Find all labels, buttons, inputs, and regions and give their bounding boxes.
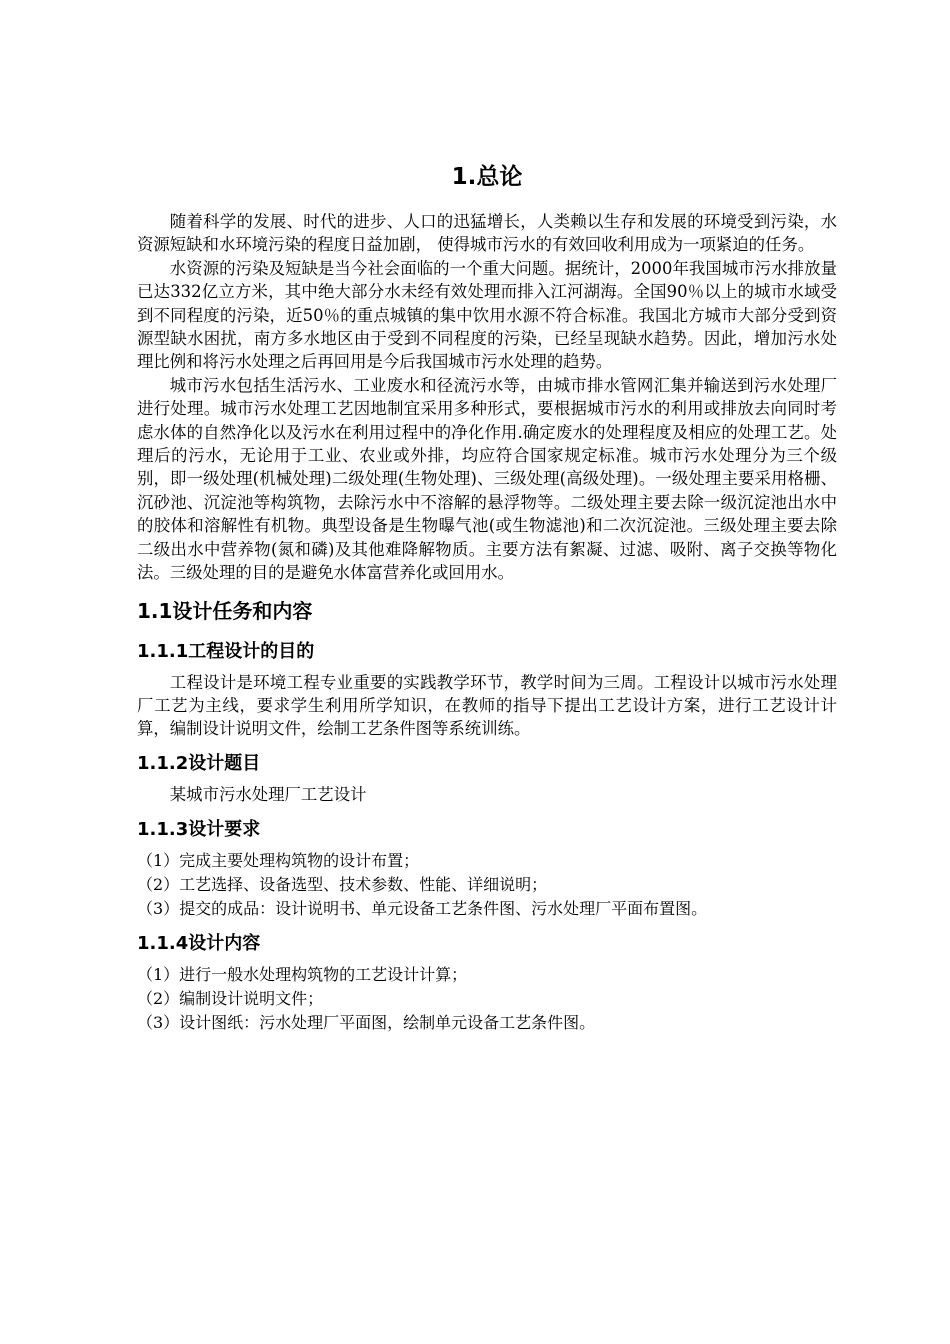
intro-paragraph-3: 城市污水包括生活污水、工业废水和径流污水等，由城市排水管网汇集并输送到污水处理厂进行处理。城市污水处理工艺因地制宜采用多种形式，要根据城市污水的利用或排放去向同时考虑水体的自然净化以及污水在利用过程中的净化作用.确定废水的处理程度及相应的处理工艺。处理后的污水，无论用于工业、农业或外排，均应符合国家规定标准。城市污水处理分为三个级别，即一级处理(机械处理)二级处理(生物处理)、三级处理(高级处理)。一级处理主要采用格栅、沉砂池、沉淀池等构筑物，去除污水中不溶解的悬浮物等。二级处理主要去除一级沉淀池出水中的胶体和溶解性有机物。典型设备是生物曝气池(或生物滤池)和二次沉淀池。三级处理主要去除二级出水中营养物(氮和磷)及其他难降解物质。主要方法有絮凝、过滤、吸附、离子交换等物化法。三级处理的目的是避免水体富营养化或回用水。 — [137, 375, 837, 583]
subsection-heading-1-1-3: 1.1.3设计要求 — [137, 818, 261, 840]
list-item: （2）编制设计说明文件； — [137, 988, 324, 1008]
subsection-heading-1-1-2: 1.1.2设计题目 — [137, 752, 261, 774]
intro-paragraph-1: 随着科学的发展、时代的进步、人口的迅猛增长，人类赖以生存和发展的环境受到污染，水资源短缺和水环境污染的程度日益加剧， 使得城市污水的有效回收利用成为一项紧迫的任务。 — [137, 212, 837, 255]
chapter-title: 1.总论 — [451, 164, 523, 190]
list-item: （3）设计图纸：污水处理厂平面图，绘制单元设备工艺条件图。 — [137, 1012, 596, 1032]
design-requirements-list — [137, 849, 837, 921]
section-heading-1-1: 1.1设计任务和内容 — [137, 598, 313, 623]
list-item: （2）工艺选择、设备选型、技术参数、性能、详细说明； — [137, 874, 548, 894]
design-topic-text: 某城市污水处理厂工艺设计 — [169, 784, 367, 804]
intro-paragraph-2: 水资源的污染及短缺是当今社会面临的一个重大问题。据统计，2000年我国城市污水排放量已达332亿立方米，其中绝大部分水未经有效处理而排入江河湖海。全国90％以上的城市水域受到不同程度的污染，近50％的重点城镇的集中饮用水源不符合标准。我国北方城市大部分受到资源型缺水困扰，南方多水地区由于受到不同程度的污染，已经呈现缺水趋势。因此，增加污水处理比例和将污水处理之后再回用是今后我国城市污水处理的趋势。 — [137, 258, 837, 372]
list-item: （1）完成主要处理构筑物的设计布置； — [137, 850, 420, 870]
list-item: （1）进行一般水处理构筑物的工艺设计计算； — [137, 964, 468, 984]
list-item: （3）提交的成品：设计说明书、单元设备工艺条件图、污水处理厂平面布置图。 — [137, 898, 708, 918]
subsection-heading-1-1-1: 1.1.1工程设计的目的 — [137, 640, 315, 662]
design-purpose-paragraph: 工程设计是环境工程专业重要的实践教学环节，教学时间为三周。工程设计以城市污水处理厂工艺为主线，要求学生利用所学知识，在教师的指导下提出工艺设计方案，进行工艺设计计算，编制设计说明文件，绘制工艺条件图等系统训练。 — [137, 672, 837, 739]
subsection-heading-1-1-4: 1.1.4设计内容 — [137, 932, 261, 954]
document-page — [137, 150, 837, 1035]
design-content-list — [137, 963, 837, 1035]
